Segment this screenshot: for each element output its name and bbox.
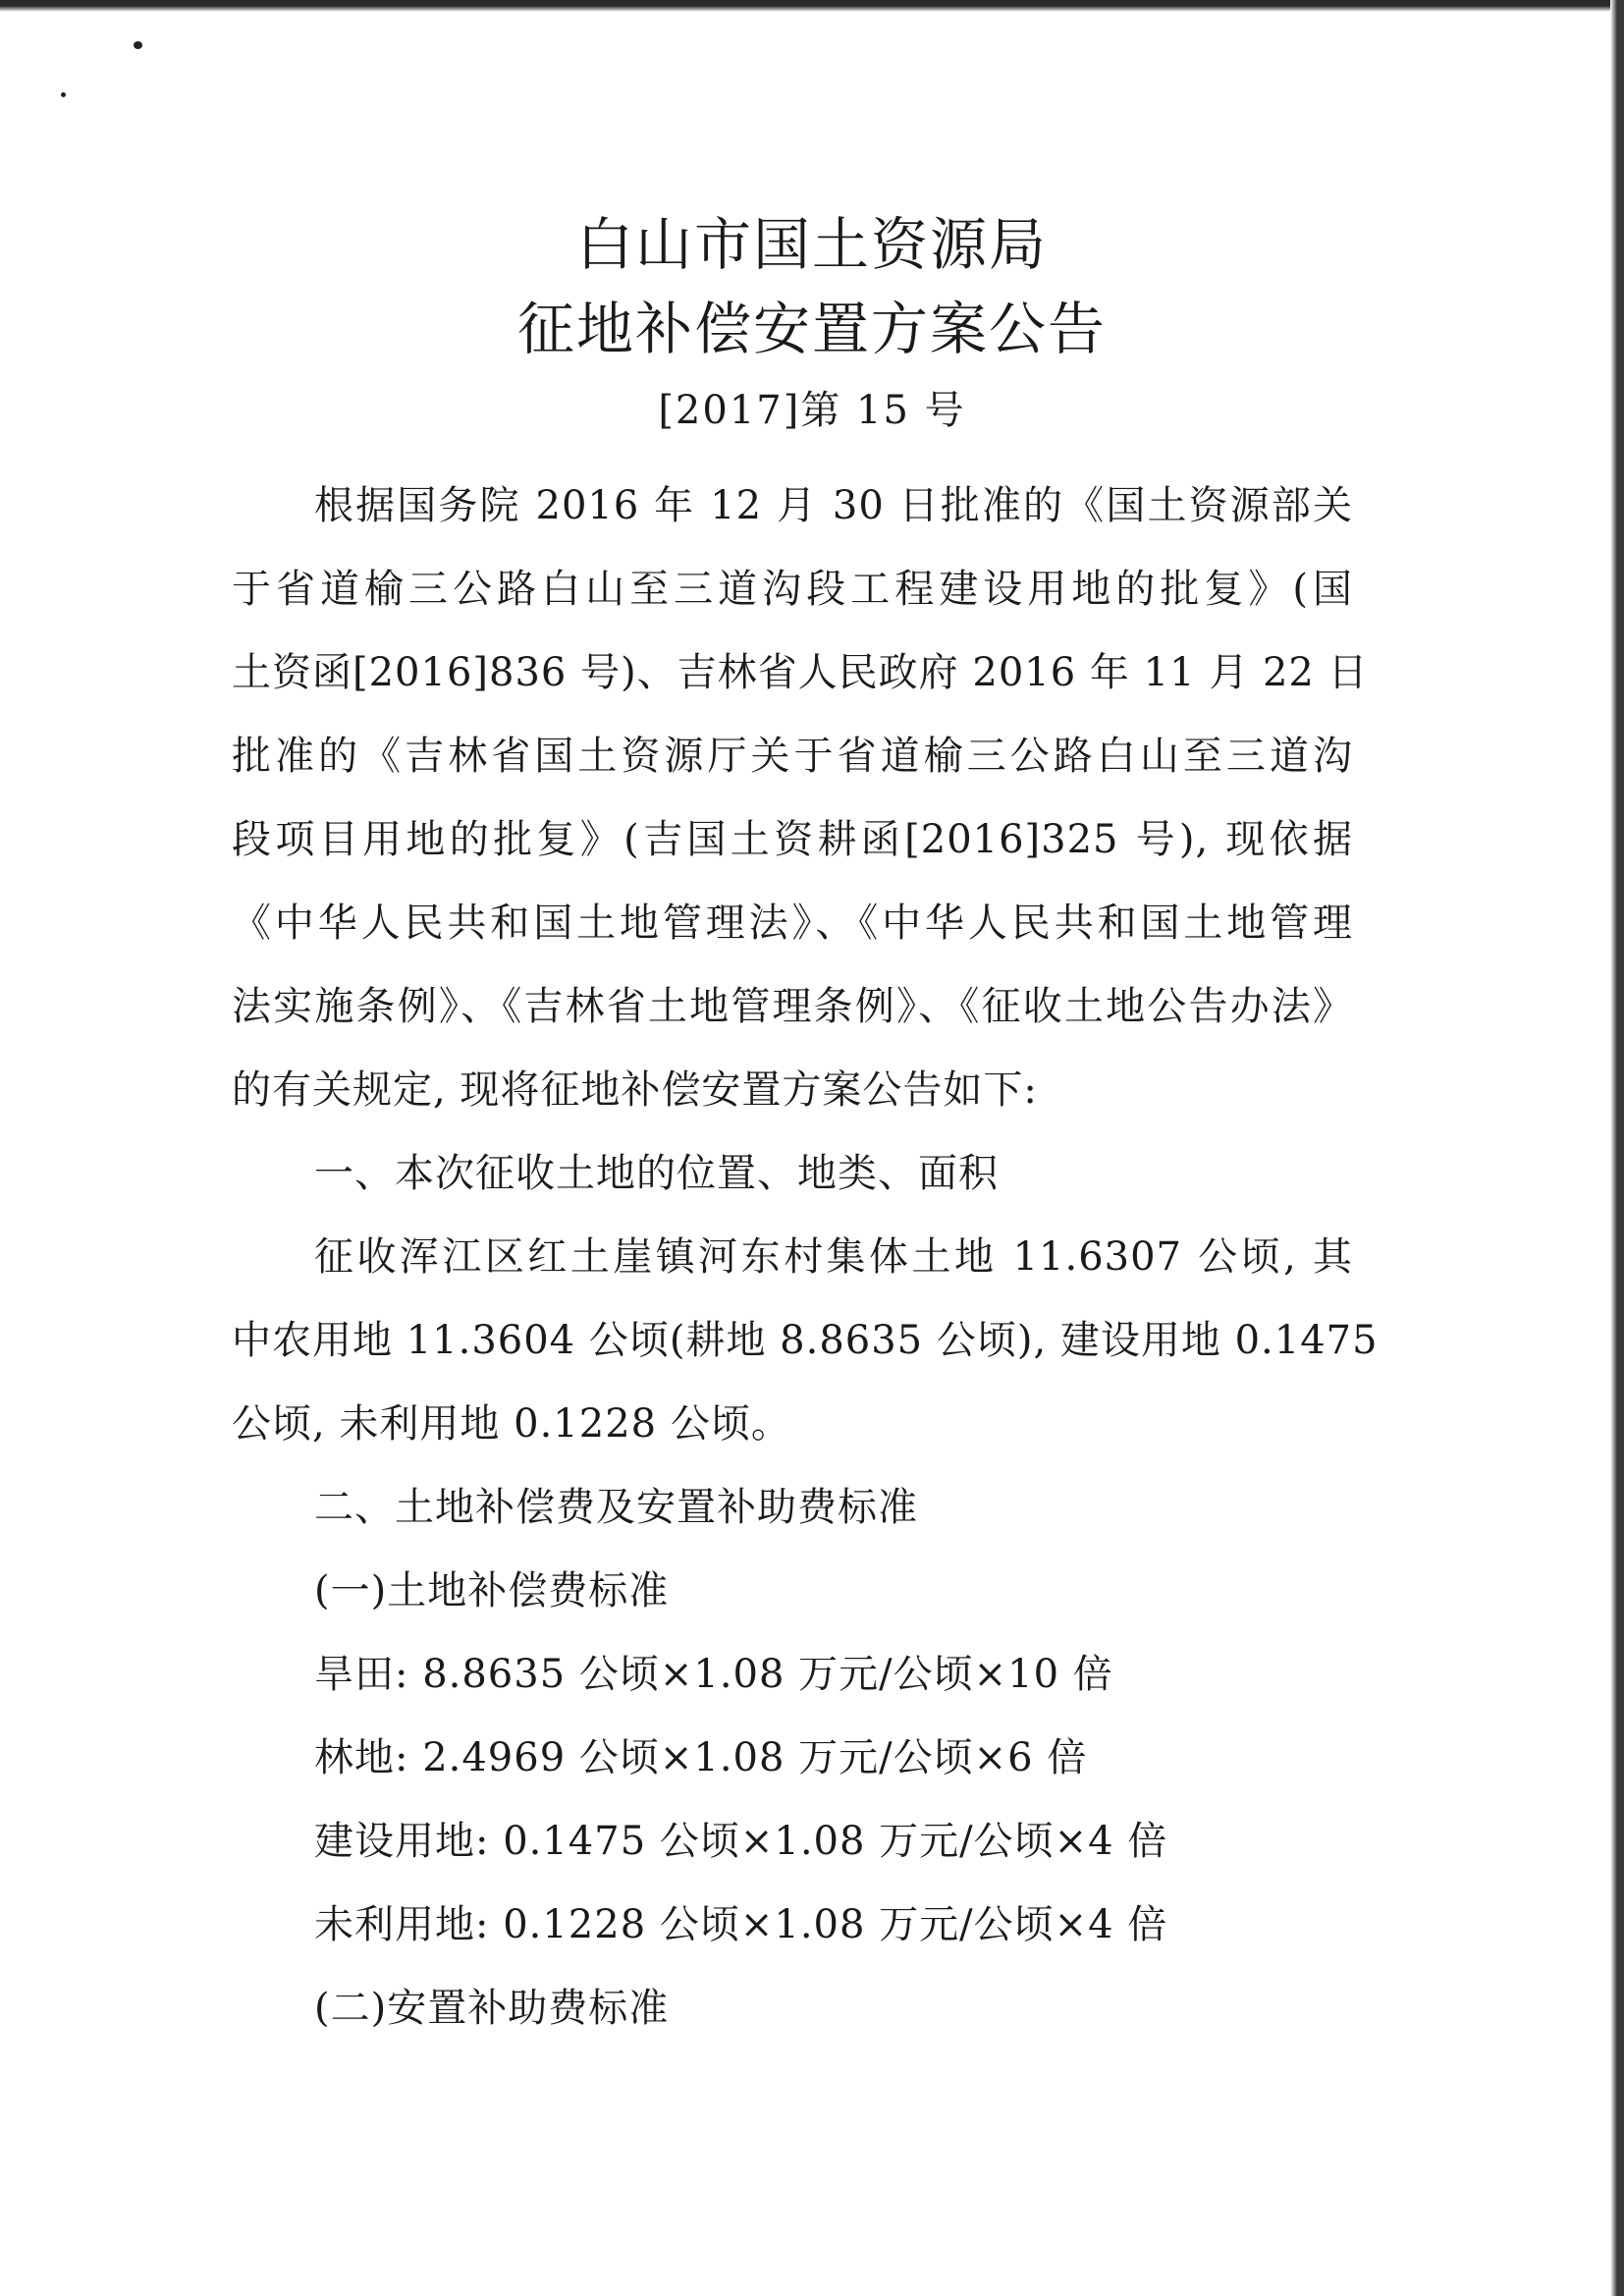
body-line: 于省道榆三公路白山至三道沟段工程建设用地的批复》(国 [232, 567, 1353, 612]
document-title-line-2: 征地补偿安置方案公告 [516, 296, 1107, 362]
body-line: 批准的《吉林省国土资源厅关于省道榆三公路白山至三道沟 [232, 734, 1353, 779]
section-heading: 二、土地补偿费及安置补助费标准 [314, 1485, 918, 1530]
compensation-item: 林地: 2.4969 公顷×1.08 万元/公顷×6 倍 [314, 1735, 1088, 1780]
body-line: 中农用地 11.3604 公顷(耕地 8.8635 公顷), 建设用地 0.1475 [232, 1318, 1379, 1363]
body-line: 的有关规定, 现将征地补偿安置方案公告如下: [232, 1067, 1038, 1113]
body-line: 《中华人民共和国土地管理法》、《中华人民共和国土地管理 [232, 901, 1353, 946]
section-heading: 一、本次征收土地的位置、地类、面积 [314, 1151, 999, 1196]
body-line: 法实施条例》、《吉林省土地管理条例》、《征收土地公告办法》 [232, 984, 1353, 1029]
document-title-line-1: 白山市国土资源局 [575, 211, 1048, 278]
document-number: [2017]第 15 号 [658, 388, 966, 433]
subsection-heading: (一)土地补偿费标准 [314, 1568, 670, 1613]
compensation-item: 旱田: 8.8635 公顷×1.08 万元/公顷×10 倍 [314, 1652, 1113, 1697]
compensation-item: 未利用地: 0.1228 公顷×1.08 万元/公顷×4 倍 [314, 1902, 1168, 1947]
body-line: 段项目用地的批复》(吉国土资耕函[2016]325 号), 现依据 [232, 817, 1353, 862]
body-line: 公顷, 未利用地 0.1228 公顷。 [232, 1401, 791, 1447]
compensation-item: 建设用地: 0.1475 公顷×1.08 万元/公顷×4 倍 [314, 1819, 1168, 1864]
body-line: 土资函[2016]836 号)、吉林省人民政府 2016 年 11 月 22 日 [232, 650, 1369, 695]
body-line: 征收浑江区红土崖镇河东村集体土地 11.6307 公顷, 其 [314, 1234, 1353, 1280]
subsection-heading: (二)安置补助费标准 [314, 1986, 670, 2031]
body-line: 根据国务院 2016 年 12 月 30 日批准的《国土资源部关 [314, 483, 1353, 528]
